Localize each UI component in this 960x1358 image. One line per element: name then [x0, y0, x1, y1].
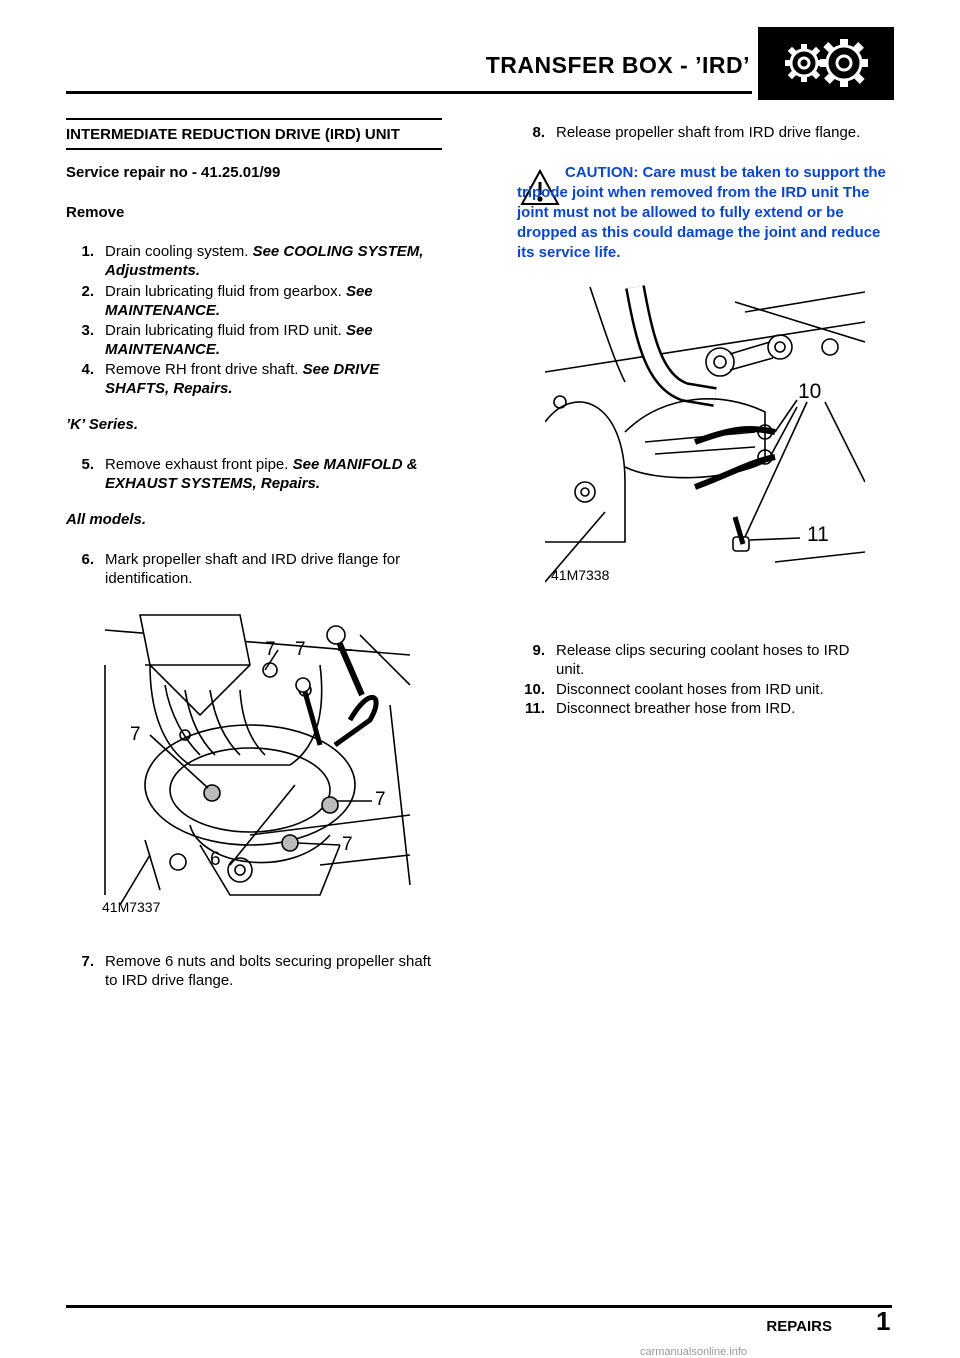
- see-reference[interactable]: See MAINTENANCE.: [105, 322, 373, 358]
- step-text: [105, 360, 435, 398]
- step-text: Disconnect breather hose from IRD.: [556, 700, 796, 717]
- figure-callout: 7: [375, 789, 386, 810]
- page-number: 1: [876, 1306, 891, 1336]
- step-text: Disconnect coolant hoses from IRD unit.: [556, 681, 824, 698]
- service-repair-number: Service repair no - 41.25.01/99: [66, 164, 281, 181]
- step-number: 7.: [81, 953, 94, 970]
- caution-text: CAUTION: Care must be taken to support the tripode joint when removed from the IRD unit The joint must not be allowed to fully extend or be dropped as this could damage the joint and reduce its service life.: [517, 164, 886, 261]
- step-number: 3.: [81, 322, 94, 339]
- step-text: Release propeller shaft from IRD drive flange.: [556, 124, 861, 141]
- figure-callout: 7: [130, 724, 141, 745]
- figure-callout: 10: [798, 380, 822, 403]
- remove-heading: Remove: [66, 204, 125, 221]
- step-text-body: Remove exhaust front pipe.: [105, 456, 289, 473]
- figure-caption: 41M7338: [551, 567, 610, 583]
- page-header-title: TRANSFER BOX - ’IRD’: [485, 52, 750, 78]
- section-rule-bottom: [66, 148, 442, 150]
- figure-callout: 7: [342, 834, 353, 855]
- see-reference[interactable]: See MANIFOLD & EXHAUST SYSTEMS, Repairs.: [105, 456, 418, 492]
- header-rule: [66, 91, 752, 94]
- step-number: 6.: [81, 551, 94, 568]
- footer-rule: [66, 1305, 892, 1308]
- step-number: 4.: [81, 361, 94, 378]
- step-number: 10.: [524, 681, 545, 698]
- step-number: 9.: [532, 642, 545, 659]
- step-text: [105, 242, 435, 280]
- all-models-label: All models.: [66, 511, 147, 528]
- figure-coolant-hoses: [545, 282, 865, 594]
- step-number: 11.: [524, 700, 545, 717]
- step-text: Remove 6 nuts and bolts securing propeller shaft to IRD drive flange.: [105, 953, 432, 989]
- figure-callout: 7: [265, 639, 276, 660]
- see-reference[interactable]: See COOLING SYSTEM, Adjustments.: [105, 243, 424, 279]
- footer-section-label: REPAIRS: [766, 1318, 832, 1335]
- figure-caption: 41M7337: [102, 899, 161, 915]
- step-number: 5.: [81, 456, 94, 473]
- step-text: [105, 321, 435, 359]
- step-text: Mark propeller shaft and IRD drive flange for identification.: [105, 551, 401, 587]
- k-series-label: ’K’ Series.: [66, 416, 138, 433]
- step-number: 1.: [81, 243, 94, 260]
- step-text: Release clips securing coolant hoses to IRD unit.: [556, 642, 850, 678]
- figure-callout: 11: [807, 523, 829, 546]
- figure-callout: 7: [295, 639, 306, 660]
- watermark: carmanualsonline.info: [640, 1346, 748, 1358]
- step-number: 2.: [81, 283, 94, 300]
- step-text-body: Drain lubricating fluid from gearbox.: [105, 283, 342, 300]
- step-text: [105, 282, 435, 320]
- figure-callout: 6: [210, 849, 221, 870]
- section-title: INTERMEDIATE REDUCTION DRIVE (IRD) UNIT: [66, 126, 400, 143]
- step-text-body: Drain cooling system.: [105, 243, 249, 260]
- figure-propeller-shaft: [90, 605, 420, 920]
- see-reference[interactable]: See DRIVE SHAFTS, Repairs.: [105, 361, 380, 397]
- section-rule-top: [66, 118, 442, 120]
- gears-icon: [758, 27, 894, 100]
- see-reference[interactable]: See MAINTENANCE.: [105, 283, 373, 319]
- step-text-body: Drain lubricating fluid from IRD unit.: [105, 322, 342, 339]
- step-number: 8.: [532, 124, 545, 141]
- step-text-body: Remove RH front drive shaft.: [105, 361, 299, 378]
- step-text: [105, 455, 435, 493]
